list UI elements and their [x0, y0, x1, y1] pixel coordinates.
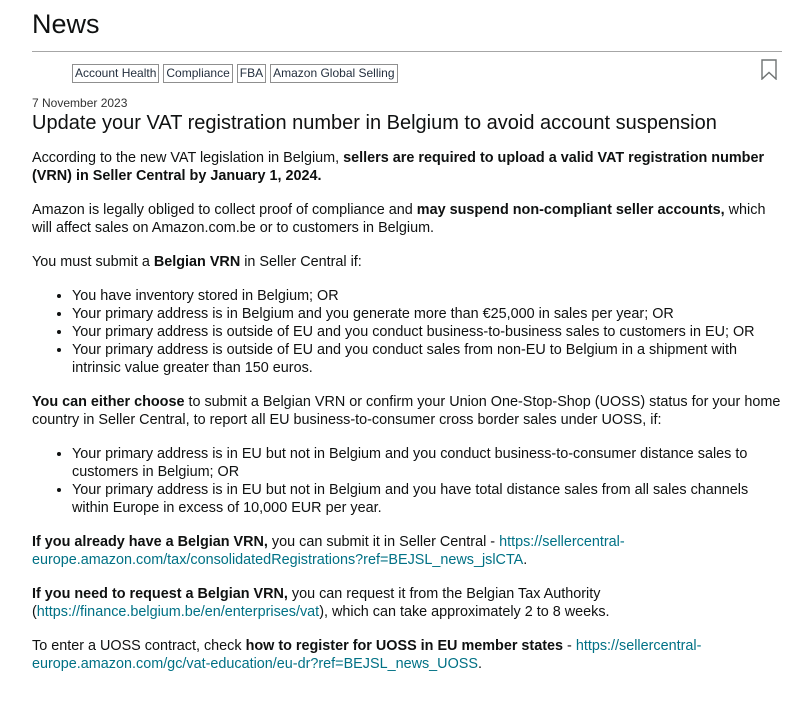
- paragraph-compliance: Amazon is legally obliged to collect proof of compliance and may suspend non-compliant seller accounts, which will affect sales on Amazon.com.be or to customers in Belgium.: [32, 202, 766, 236]
- list-item: • You have inventory stored in Belgium; OR: [72, 287, 788, 305]
- tag-fba[interactable]: FBA: [237, 64, 266, 83]
- list-item: • Your primary address is in EU but not in Belgium and you have total distance sales from all sales channels within Europe in excess of 10,000 EUR per year.: [72, 481, 788, 517]
- article-headline: Update your VAT registration number in Belgium to avoid account suspension: [32, 112, 717, 134]
- list-item: • Your primary address is in Belgium and you generate more than €25,000 in sales per year; OR: [72, 305, 788, 323]
- vrn-conditions-list: [32, 287, 788, 377]
- tag-amazon-global-selling[interactable]: Amazon Global Selling: [270, 64, 397, 83]
- paragraph-legislation: According to the new VAT legislation in Belgium, sellers are required to upload a valid VAT registration number (VRN) in Seller Central by January 1, 2024.: [32, 150, 765, 184]
- list-item: • Your primary address is in EU but not in Belgium and you conduct business-to-consumer distance sales to customers in Belgium; OR: [72, 445, 788, 481]
- uoss-registration-link[interactable]: https://sellercentral-europe.amazon.com/gc/vat-education/eu-dr?ref=BEJSL_news_UOSS: [32, 638, 702, 672]
- paragraph-must-submit: You must submit a Belgian VRN in Seller Central if:: [32, 254, 362, 270]
- tag-compliance[interactable]: Compliance: [163, 64, 232, 83]
- uoss-conditions-list: [32, 445, 788, 517]
- tag-list: [72, 64, 398, 83]
- paragraph-uoss-contract: To enter a UOSS contract, check how to register for UOSS in EU member states - https://sellercentral-europe.amazon.com/gc/vat-education/eu-dr?ref=BEJSL_news_UOSS.: [32, 638, 702, 672]
- tag-account-health[interactable]: Account Health: [72, 64, 159, 83]
- paragraph-request-vrn: If you need to request a Belgian VRN, you can request it from the Belgian Tax Authority (https://finance.belgium.be/en/enterprises/vat), which can take approximately 2 to 8 weeks.: [32, 586, 610, 620]
- title-divider: [32, 51, 782, 52]
- paragraph-already-have-vrn: If you already have a Belgian VRN, you can submit it in Seller Central - https://sellercentral-europe.amazon.com/tax/consolidatedRegistrations?ref=BEJSL_news_jslCTA.: [32, 534, 625, 568]
- list-item: • Your primary address is outside of EU and you conduct sales from non-EU to Belgium in a shipment with intrinsic value greater than 150 euros.: [72, 341, 788, 377]
- article-date: 7 November 2023: [32, 96, 128, 110]
- paragraph-either-choose: You can either choose to submit a Belgian VRN or confirm your Union One-Stop-Shop (UOSS) status for your home country in Seller Central, to report all EU business-to-consumer cross border sales under UOSS, if:: [32, 394, 781, 428]
- bookmark-icon[interactable]: [761, 59, 777, 80]
- consolidated-registrations-link[interactable]: https://sellercentral-europe.amazon.com/tax/consolidatedRegistrations?ref=BEJSL_news_jslCTA: [32, 534, 625, 568]
- page-title: News: [32, 9, 100, 39]
- article-body: [32, 149, 788, 689]
- list-item: • Your primary address is outside of EU and you conduct business-to-business sales to customers in EU; OR: [72, 323, 788, 341]
- belgian-tax-authority-link[interactable]: https://finance.belgium.be/en/enterprises/vat: [36, 604, 320, 620]
